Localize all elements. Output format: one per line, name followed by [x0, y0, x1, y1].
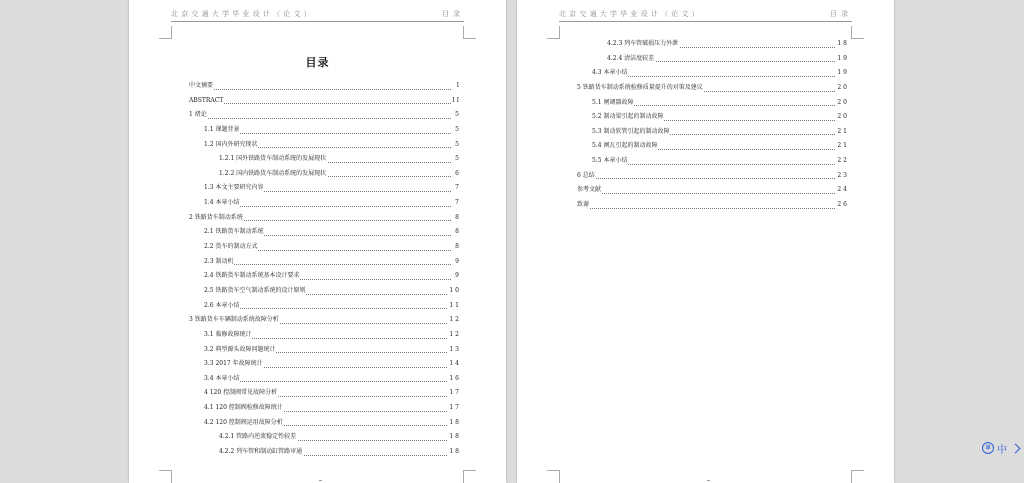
toc-entry[interactable]: [189, 181, 461, 196]
toc-entry[interactable]: [577, 169, 849, 184]
toc-entry-page-number: 24: [836, 183, 849, 198]
toc-entry[interactable]: [189, 255, 461, 270]
toc-entry-title: 5.4 闸瓦引起的制动故障: [592, 139, 658, 154]
toc-entry[interactable]: [189, 152, 461, 167]
toc-entry-page-number: 17: [448, 401, 461, 416]
toc-entry[interactable]: [577, 110, 849, 125]
toc-entry-page-number: 20: [836, 110, 849, 125]
toc-entry-page-number: 12: [448, 313, 461, 328]
toc-entry-page-number: 19: [836, 66, 849, 81]
toc-entry-page-number: 10: [448, 284, 461, 299]
toc-entry[interactable]: [189, 225, 461, 240]
toc-title: 目录: [305, 56, 330, 69]
toc-entry[interactable]: [189, 445, 461, 460]
toc-entry-title: 3.4 本章小结: [204, 372, 240, 387]
toc-list: [189, 79, 461, 460]
toc-entry[interactable]: [577, 183, 849, 198]
toc-entry[interactable]: [189, 167, 461, 182]
crop-mark: [159, 26, 172, 39]
toc-entry[interactable]: [189, 299, 461, 314]
toc-entry-title: 致谢: [577, 198, 590, 213]
toc-entry[interactable]: [577, 81, 849, 96]
toc-entry-page-number: 8: [454, 240, 461, 255]
toc-entry-title: 3.2 典型源头故障问题统计: [204, 343, 276, 358]
toc-entry-page-number: 12: [448, 328, 461, 343]
toc-entry-title: 5 铁路货车制动系统检修质量提升的对策及建议: [577, 81, 704, 96]
toc-entry-title: 4.3 本章小结: [592, 66, 628, 81]
toc-entry-title: 4.2.1 管路内逆流稳定性较差: [219, 430, 297, 445]
crop-mark: [547, 26, 560, 39]
toc-entry-page-number: 8: [454, 225, 461, 240]
toc-entry-page-number: 18: [448, 445, 461, 460]
toc-entry[interactable]: [189, 284, 461, 299]
toc-entry[interactable]: [189, 240, 461, 255]
toc-entry-title: 2.3 制动机: [204, 255, 234, 270]
toc-entry-page-number: 26: [836, 198, 849, 213]
toc-entry-title: 4.2.4 清洁度较差: [607, 52, 655, 67]
toc-entry-title: 5.1 闸调器故障: [592, 96, 634, 111]
toc-entry-title: 2.2 货车的制动方式: [204, 240, 258, 255]
toc-entry[interactable]: [189, 401, 461, 416]
toc-entry-title: 5.5 本章小结: [592, 154, 628, 169]
toc-entry[interactable]: [189, 313, 461, 328]
toc-entry[interactable]: [577, 154, 849, 169]
toc-entry[interactable]: [189, 328, 461, 343]
toc-entry-title: 4 120 控制阀常见故障分析: [204, 386, 278, 401]
page-footer-mark: [707, 480, 710, 481]
toc-entry-page-number: 17: [448, 386, 461, 401]
crop-mark: [159, 470, 172, 483]
translate-language-label[interactable]: 中: [997, 444, 1007, 456]
toc-entry-page-number: 5: [454, 123, 461, 138]
toc-entry-page-number: 5: [454, 152, 461, 167]
toc-entry[interactable]: [189, 386, 461, 401]
toc-entry-title: 参考文献: [577, 183, 602, 198]
toc-entry[interactable]: [189, 138, 461, 153]
toc-entry-title: 3 铁路货车车辆制动系统故障分析: [189, 313, 280, 328]
toc-entry-title: 1.1 课题背景: [204, 123, 240, 138]
toc-entry-page-number: 18: [836, 37, 849, 52]
toc-entry[interactable]: [189, 79, 461, 94]
toc-entry-page-number: 20: [836, 96, 849, 111]
toc-entry[interactable]: [577, 66, 849, 81]
toc-entry-title: 1.4 本章小结: [204, 196, 240, 211]
toc-entry-title: 2.5 铁路货车空气制动系统的设计原则: [204, 284, 306, 299]
toc-leader-dots: [204, 308, 451, 309]
toc-entry-title: 6 总结: [577, 169, 596, 184]
toc-entry-page-number: 5: [454, 138, 461, 153]
toc-entry-page-number: 7: [454, 181, 461, 196]
toc-entry-page-number: 11: [448, 299, 461, 314]
toc-entry[interactable]: [189, 357, 461, 372]
toc-leader-dots: [189, 118, 451, 119]
toc-entry-page-number: 13: [448, 343, 461, 358]
header-right-text: 目录: [442, 10, 464, 18]
toc-entry-title: 2.4 铁路货车制动系统基本设计要求: [204, 269, 300, 284]
chevron-right-icon[interactable]: [1011, 443, 1021, 453]
toc-leader-dots: [204, 206, 451, 207]
toc-entry-title: 2.6 本章小结: [204, 299, 240, 314]
toc-list: [577, 37, 849, 213]
toc-entry-page-number: 7: [454, 196, 461, 211]
toc-entry-page-number: 9: [454, 269, 461, 284]
toc-entry-page-number: 18: [448, 430, 461, 445]
toc-entry-page-number: 21: [836, 125, 849, 140]
toc-entry-title: 1.3 本文主要研究内容: [204, 181, 264, 196]
toc-entry[interactable]: [189, 108, 461, 123]
toc-entry-title: 5.3 制动软管引起的制动故障: [592, 125, 670, 140]
toc-leader-dots: [189, 103, 451, 104]
toc-leader-dots: [592, 76, 839, 77]
toc-entry[interactable]: [189, 372, 461, 387]
translate-widget[interactable]: [982, 440, 1019, 456]
translate-icon-glyph: 译: [985, 444, 991, 451]
toc-entry-title: 1.2.1 国外铁路货车制动系统的发展现状: [219, 152, 327, 167]
toc-entry-page-number: I: [456, 79, 461, 94]
toc-entry-title: 2.1 铁路货车制动系统: [204, 225, 264, 240]
toc-entry-title: 1.2 国内外研究现状: [204, 138, 258, 153]
toc-leader-dots: [577, 178, 839, 179]
toc-entry[interactable]: [577, 96, 849, 111]
toc-entry-title: 3.1 临修故障统计: [204, 328, 252, 343]
toc-entry-page-number: 22: [836, 154, 849, 169]
crop-mark: [851, 26, 864, 39]
toc-leader-dots: [577, 208, 839, 209]
toc-leader-dots: [189, 89, 451, 90]
toc-entry-title: 3.3 2017 年故障统计: [204, 357, 264, 372]
toc-entry-title: 中文摘要: [189, 79, 214, 94]
page-header: [171, 9, 464, 22]
toc-entry[interactable]: [189, 94, 461, 109]
toc-entry-page-number: 20: [836, 81, 849, 96]
crop-mark: [463, 470, 476, 483]
document-page-toc-1: [129, 0, 506, 483]
crop-mark: [463, 26, 476, 39]
toc-entry[interactable]: [577, 198, 849, 213]
page-footer-mark: [319, 480, 322, 481]
toc-entry-title: 1.2.2 国内铁路货车制动系统的发展现状: [219, 167, 327, 182]
toc-entry-page-number: 18: [448, 416, 461, 431]
toc-entry[interactable]: [189, 269, 461, 284]
header-left-text: 北京交通大学毕业设计（论文）: [559, 10, 702, 18]
page-header: [559, 9, 852, 22]
toc-entry-title: 4.2.3 列车管破损压力外泄: [607, 37, 679, 52]
toc-entry-page-number: 9: [454, 255, 461, 270]
toc-entry[interactable]: [577, 125, 849, 140]
toc-leader-dots: [204, 264, 451, 265]
toc-entry[interactable]: [189, 196, 461, 211]
toc-entry-title: 4.2.2 列车管和制动缸管路审通: [219, 445, 303, 460]
toc-leader-dots: [577, 193, 839, 194]
toc-entry-title: 2 铁路货车制动系统: [189, 211, 244, 226]
crop-mark: [851, 470, 864, 483]
toc-entry-page-number: 23: [836, 169, 849, 184]
toc-entry-page-number: 6: [454, 167, 461, 182]
toc-entry-page-number: 16: [448, 372, 461, 387]
toc-entry-page-number: 5: [454, 108, 461, 123]
toc-entry-page-number: 21: [836, 139, 849, 154]
toc-entry[interactable]: [189, 123, 461, 138]
translate-icon[interactable]: [982, 442, 994, 454]
toc-entry-title: 4.1 120 控制阀检修故障统计: [204, 401, 284, 416]
toc-entry-page-number: 14: [448, 357, 461, 372]
toc-entry[interactable]: [189, 430, 461, 445]
toc-entry-title: 1 绪论: [189, 108, 208, 123]
toc-entry[interactable]: [189, 343, 461, 358]
document-page-toc-2: [517, 0, 894, 483]
toc-entry-title: ABSTRACT: [189, 94, 224, 109]
crop-mark: [547, 470, 560, 483]
toc-entry[interactable]: [189, 211, 461, 226]
toc-entry-page-number: 8: [454, 211, 461, 226]
toc-leader-dots: [204, 381, 451, 382]
toc-entry-page-number: II: [451, 94, 461, 109]
toc-entry[interactable]: [577, 52, 849, 67]
toc-entry[interactable]: [577, 37, 849, 52]
toc-entry[interactable]: [189, 416, 461, 431]
toc-entry-title: 4.2 120 控制阀运用故障分析: [204, 416, 284, 431]
toc-leader-dots: [592, 164, 839, 165]
toc-entry-page-number: 19: [836, 52, 849, 67]
toc-entry-title: 5.2 制动梁引起的制动故障: [592, 110, 664, 125]
toc-leader-dots: [204, 133, 451, 134]
toc-entry[interactable]: [577, 139, 849, 154]
header-right-text: 目录: [830, 10, 852, 18]
header-left-text: 北京交通大学毕业设计（论文）: [171, 10, 314, 18]
